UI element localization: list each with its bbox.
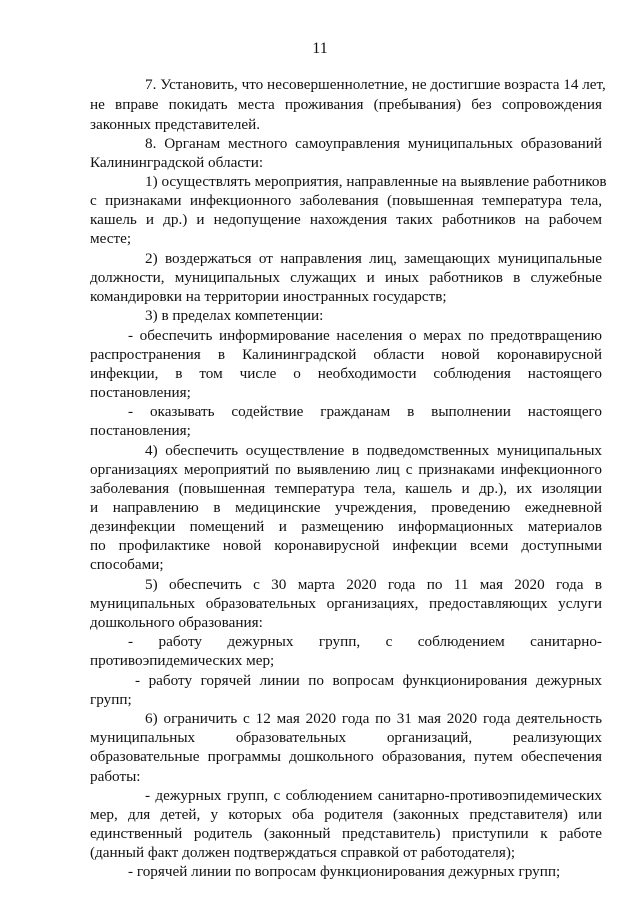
text-line: с признаками инфекционного заболевания (повышенная температура тела, [90,192,602,209]
text-line: муниципальных образовательных организациях, предоставляющих услуги [90,595,602,612]
text-line: 1) осуществлять мероприятия, направленные на выявление работников [145,173,607,190]
text-line: кашель и др.) и недопущение нахождения таких работников на рабочем [90,211,602,228]
text-line: групп; [90,691,132,708]
text-line: 4) обеспечить осуществление в подведомственных муниципальных [145,442,602,459]
text-line: организациях мероприятий по выявлению лиц с признаками инфекционного [90,461,602,478]
text-line: по профилактике новой коронавирусной инфекции всеми доступными [90,537,602,554]
text-line: заболевания (повышенная температура тела, кашель и др.), их изоляции [90,480,602,497]
text-line: (данный факт должен подтверждаться справкой от работодателя); [90,844,516,861]
text-line: 5) обеспечить с 30 марта 2020 года по 11 мая 2020 года в [145,576,602,593]
text-line: - обеспечить информирование населения о мерах по предотвращению [128,327,602,344]
text-line: месте; [90,230,132,247]
text-line: единственный родитель (законный представитель) приступили к работе [90,825,602,842]
text-line: постановления; [90,384,191,401]
text-line: противоэпидемических мер; [90,652,275,669]
text-line: командировки на территории иностранных государств; [90,288,447,305]
text-line: и направлению в медицинские учреждения, проведению ежедневной [90,499,602,516]
text-line: - горячей линии по вопросам функционирования дежурных групп; [128,863,561,880]
text-line: образовательные программы дошкольного образования, путем обеспечения [90,748,602,765]
text-line: - работу дежурных групп, с соблюдением санитарно- [128,633,602,650]
text-line: не вправе покидать места проживания (пребывания) без сопровождения [90,96,602,113]
text-line: мер, для детей, у которых оба родителя (законных представителя) или [90,806,602,823]
text-line: дезинфекции помещений и размещению информационных материалов [90,518,602,535]
page-number: 11 [312,40,328,57]
text-line: законных представителей. [90,116,261,133]
text-line: инфекции, в том числе о необходимости соблюдения настоящего [90,365,602,382]
text-line: 3) в пределах компетенции: [145,307,324,324]
text-line: постановления; [90,422,191,439]
text-line: - работу горячей линии по вопросам функционирования дежурных [135,672,602,689]
text-line: 7. Установить, что несовершеннолетние, не достигшие возраста 14 лет, [145,76,606,93]
text-line: 6) ограничить с 12 мая 2020 года по 31 мая 2020 года деятельность [145,710,602,727]
text-line: - оказывать содействие гражданам в выполнении настоящего [128,403,602,420]
text-line: Калининградской области: [90,154,264,171]
text-line: муниципальных образовательных организаций, реализующих [90,729,602,746]
text-line: 8. Органам местного самоуправления муниципальных образований [145,135,602,152]
text-line: должности, муниципальных служащих и иных работников в служебные [90,269,602,286]
text-line: 2) воздержаться от направления лиц, замещающих муниципальные [145,250,602,267]
text-line: - дежурных групп, с соблюдением санитарно-противоэпидемических [145,787,602,804]
text-line: распространения в Калининградской области новой коронавирусной [90,346,602,363]
text-line: способами; [90,556,164,573]
text-line: дошкольного образования: [90,614,263,631]
text-line: работы: [90,768,141,785]
